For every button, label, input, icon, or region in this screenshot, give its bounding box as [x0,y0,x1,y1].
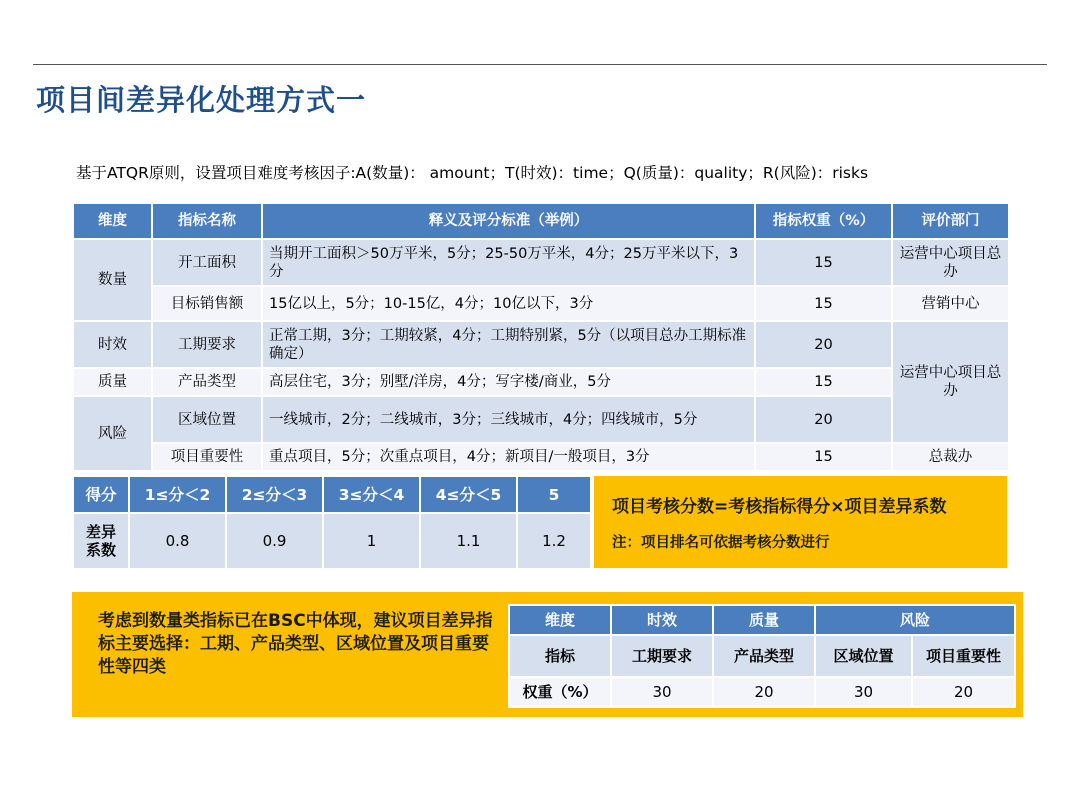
advice-box [72,592,1023,717]
department-cell: 总裁办 [892,443,1009,471]
weight-value-cell: 20 [912,677,1015,707]
header-weight: 指标权重（%） [755,203,892,239]
weight-value-cell: 30 [611,677,713,707]
weight-cell: 15 [755,443,892,471]
score-range-cell: 2≤分＜3 [226,476,323,513]
header-dimension: 维度 [73,203,152,239]
table-row [73,396,1009,443]
weight-table-header [509,605,1015,635]
weight-cell: 20 [755,321,892,368]
indicator-table-header [73,203,1009,239]
header-department: 评价部门 [892,203,1009,239]
weight-indicator-label: 指标 [509,635,611,677]
coefficient-cell: 1.2 [517,513,591,569]
department-cell: 运营中心项目总办 [892,321,1009,443]
weight-dim-cell: 时效 [611,605,713,635]
weight-dim-cell: 风险 [815,605,1015,635]
indicator-name-cell: 产品类型 [152,368,262,396]
indicator-name-cell: 区域位置 [152,396,262,443]
formula-box [594,476,1007,568]
coefficient-cell: 0.8 [129,513,226,569]
indicator-name-cell: 项目重要性 [152,443,262,471]
description-cell: 一线城市，2分；二线城市，3分；三线城市，4分；四线城市，5分 [262,396,755,443]
weight-cell: 15 [755,239,892,286]
indicator-table [72,202,1010,472]
weight-indicator-cell: 项目重要性 [912,635,1015,677]
header-indicator-name: 指标名称 [152,203,262,239]
table-row [73,286,1009,321]
description-cell: 重点项目，5分；次重点项目，4分；新项目/一般项目，3分 [262,443,755,471]
score-range-cell: 4≤分＜5 [420,476,517,513]
table-row [73,443,1009,471]
dimension-cell: 时效 [73,321,152,368]
description-cell: 15亿以上，5分；10-15亿，4分；10亿以下，3分 [262,286,755,321]
weight-indicator-cell: 工期要求 [611,635,713,677]
formula-note: 注：项目排名可依据考核分数进行 [612,535,830,551]
department-cell: 营销中心 [892,286,1009,321]
score-range-cell: 1≤分＜2 [129,476,226,513]
indicator-name-cell: 开工面积 [152,239,262,286]
score-coefficient-table [72,475,592,570]
department-cell: 运营中心项目总办 [892,239,1009,286]
weight-value-label: 权重（%） [509,677,611,707]
weight-cell: 15 [755,368,892,396]
formula-text: 项目考核分数=考核指标得分×项目差异系数 [612,497,947,517]
description-cell: 正常工期，3分；工期较紧，4分；工期特别紧，5分（以项目总办工期标准确定） [262,321,755,368]
table-row [73,239,1009,286]
weight-value-cell: 20 [713,677,815,707]
description-cell: 当期开工面积＞50万平米，5分；25-50万平米，4分；25万平米以下，3分 [262,239,755,286]
weight-dim-cell: 质量 [713,605,815,635]
weight-indicator-row [509,635,1015,677]
score-range-cell: 3≤分＜4 [323,476,420,513]
weight-indicator-cell: 产品类型 [713,635,815,677]
advice-text: 考虑到数量类指标已在BSC中体现，建议项目差异指标主要选择：工期、产品类型、区域位置及项目重要性等四类 [98,611,493,677]
page-subtitle: 基于ATQR原则，设置项目难度考核因子:A(数量)： amount；T(时效)：time；Q(质量)：quality；R(风险)：risks [76,164,869,182]
weight-cell: 15 [755,286,892,321]
weight-indicator-cell: 区域位置 [815,635,912,677]
dimension-cell: 风险 [73,396,152,471]
coefficient-cell: 0.9 [226,513,323,569]
score-range-row [73,476,591,513]
weight-dim-label: 维度 [509,605,611,635]
dimension-cell: 质量 [73,368,152,396]
score-label: 得分 [73,476,129,513]
weight-value-row [509,677,1015,707]
coefficient-label: 差异系数 [73,513,129,569]
description-cell: 高层住宅，3分；别墅/洋房，4分；写字楼/商业，5分 [262,368,755,396]
weight-value-cell: 30 [815,677,912,707]
top-divider [33,64,1047,65]
coefficient-cell: 1.1 [420,513,517,569]
weight-table [508,604,1016,708]
coefficient-row [73,513,591,569]
page-title: 项目间差异化处理方式一 [36,83,367,117]
weight-cell: 20 [755,396,892,443]
table-row [73,321,1009,368]
coefficient-cell: 1 [323,513,420,569]
dimension-cell: 数量 [73,239,152,321]
header-description: 释义及评分标准（举例） [262,203,755,239]
indicator-name-cell: 工期要求 [152,321,262,368]
table-row [73,368,1009,396]
score-range-cell: 5 [517,476,591,513]
indicator-name-cell: 目标销售额 [152,286,262,321]
